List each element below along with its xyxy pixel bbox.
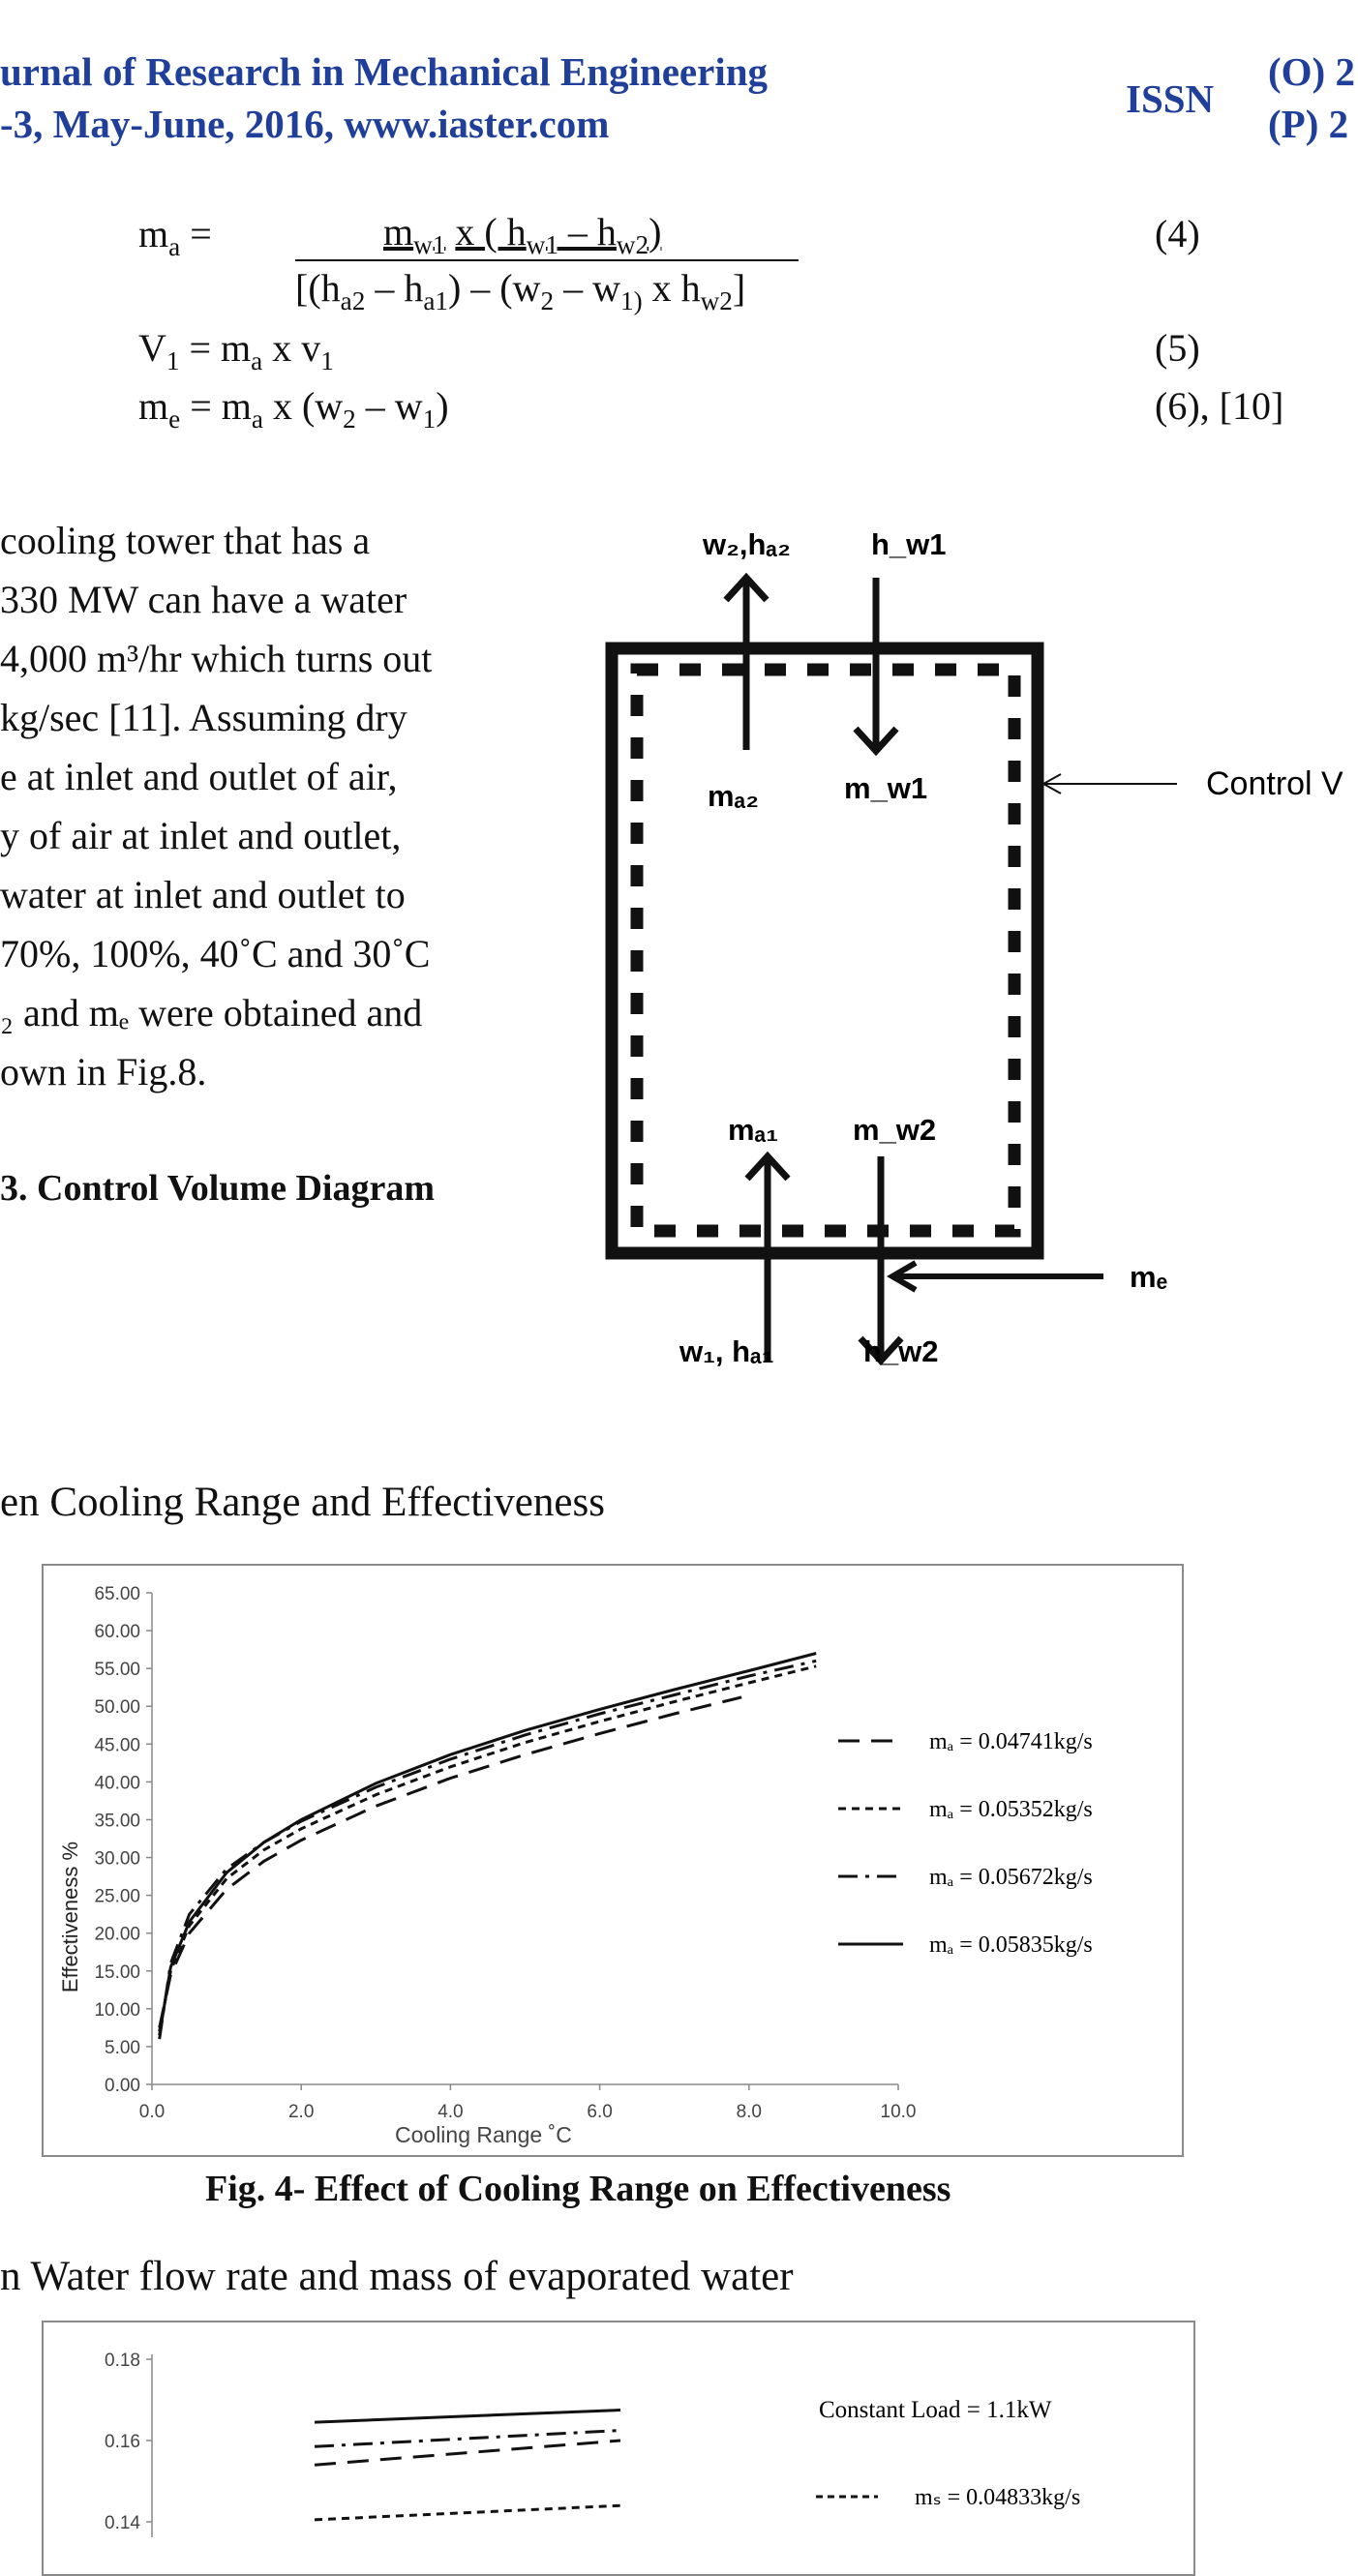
fig4-y-tick-label: 30.00 [94,1848,140,1870]
equation-4-denominator: [$(h_{a2} - h_{a1}) - (w_2 - w_{1)}$ x $h_{w2}$] [295,266,746,315]
fraction-bar [295,259,799,261]
fig4-series-line [160,1654,817,2036]
paragraph-line: 330 MW can have a water [0,578,407,621]
equation-5-number: (5) [1155,326,1200,370]
paragraph-line: own in Fig.8. [0,1050,207,1093]
fig4-x-tick-label: 2.0 [287,2102,315,2122]
fig4-y-tick-label: 50.00 [94,1697,140,1719]
journal-title-line2: -3, May-June, 2016, www.iaster.com [0,102,610,146]
label-ma1: mₐ₁ [728,1113,779,1147]
paragraph-line: e at inlet and outlet of air, [0,755,398,798]
fig5-y-tick-label: 0.14 [105,2513,140,2533]
label-hw2: h_w2 [863,1334,939,1368]
journal-title-line1: urnal of Research in Mechanical Engineering [0,49,769,94]
issn-online: (O) 2 [1268,49,1355,94]
paragraph-line: cooling tower that has a [0,519,371,562]
equation-5: $V_1 = m_a$ x $v_1$ [138,326,334,375]
fig4-y-tick-label: 20.00 [94,1924,140,1945]
paragraph-line: water at inlet and outlet to [0,873,406,916]
issn-print: (P) 2 [1268,102,1349,146]
equation-4-numerator: $m_{w1}$ x ( $h_{w1} - h_{w2}$) [383,210,662,259]
equation-4-number: (4) [1155,212,1200,255]
label-control-volume: Control V [1206,765,1343,802]
fig5-series-line [315,2505,620,2520]
paragraph-line: ₂ and mₑ were obtained and [0,991,423,1034]
equation-4-lhs: $m_a$ = [138,212,212,261]
paragraph-line: 4,000 m³/hr which turns out [0,637,433,680]
fig4-x-tick-label: 6.0 [587,2102,613,2122]
paragraph-line: kg/sec [11]. Assuming dry [0,696,407,739]
fig4-legend-label: mₐ = 0.05672kg/s [929,1865,1093,1890]
label-ma2: mₐ₂ [708,779,760,813]
equation-6-number: (6), [10] [1155,384,1284,428]
section-heading-cooling-range: en Cooling Range and Effectiveness [0,1480,605,1525]
control-volume-diagram [581,518,1358,1389]
fig4-legend-label: mₐ = 0.05835kg/s [929,1932,1093,1958]
fig4-y-tick-label: 65.00 [94,1584,140,1604]
fig3-caption: 3. Control Volume Diagram [0,1168,435,1209]
fig4-x-tick-label: 4.0 [438,2102,464,2122]
fig4-y-tick-label: 45.00 [94,1735,140,1756]
fig5-chart [42,2321,1195,2537]
fig4-legend-label: mₐ = 0.05352kg/s [929,1797,1093,1822]
fig4-y-axis-label: Effectiveness % [58,1841,82,1993]
fig4-series-line [160,1661,817,2039]
fig5-legend-label: mₛ = 0.04833kg/s [915,2485,1081,2510]
fig4-x-tick-label: 8.0 [736,2102,763,2122]
section-heading-water-flow: n Water flow rate and mass of evaporated water [0,2254,794,2299]
fig4-y-tick-label: 25.00 [94,1886,140,1907]
outer-boundary [612,648,1038,1253]
label-mw1: m_w1 [844,771,928,805]
fig5-y-tick-label: 0.16 [105,2432,140,2452]
fig4-chart [42,1564,1184,2157]
issn-label: ISSN [1126,76,1215,121]
fig4-x-tick-label: 10.0 [880,2102,917,2122]
fig5-y-tick-label: 0.18 [105,2351,140,2371]
fig4-legend-label: mₐ = 0.04741kg/s [929,1729,1093,1754]
label-w2-ha2: w₂,hₐ₂ [703,527,791,561]
body-paragraph [0,511,489,1101]
fig4-y-tick-label: 35.00 [94,1811,140,1832]
paragraph-line: y of air at inlet and outlet, [0,814,402,857]
fig4-y-tick-label: 40.00 [94,1773,140,1794]
fig5-annotation: Constant Load = 1.1kW [819,2397,1052,2423]
fig4-x-axis-label: Cooling Range ˚C [395,2122,572,2147]
label-hw1: h_w1 [871,527,947,561]
fig5-series-line [315,2431,620,2447]
fig4-y-tick-label: 5.00 [105,2037,140,2058]
fig4-caption: Fig. 4- Effect of Cooling Range on Effectiveness [205,2169,951,2209]
fig4-y-tick-label: 55.00 [94,1660,140,1681]
fig4-y-tick-label: 0.00 [105,2076,140,2096]
fig4-y-tick-label: 15.00 [94,1962,140,1983]
paragraph-line: 70%, 100%, 40˚C and 30˚C [0,932,431,975]
label-w1-ha1: w₁, hₐ₁ [679,1334,774,1368]
equation-6: $m_e = m_a$ x $(w_2 - w_1)$ [138,384,449,434]
fig5-series-line [315,2411,620,2423]
fig4-x-tick-label: 0.0 [138,2102,166,2122]
label-me: mₑ [1130,1260,1168,1294]
fig4-y-tick-label: 60.00 [94,1622,140,1643]
fig4-y-tick-label: 10.00 [94,1999,140,2021]
label-mw2: m_w2 [853,1113,937,1147]
control-volume-boundary [637,670,1014,1231]
